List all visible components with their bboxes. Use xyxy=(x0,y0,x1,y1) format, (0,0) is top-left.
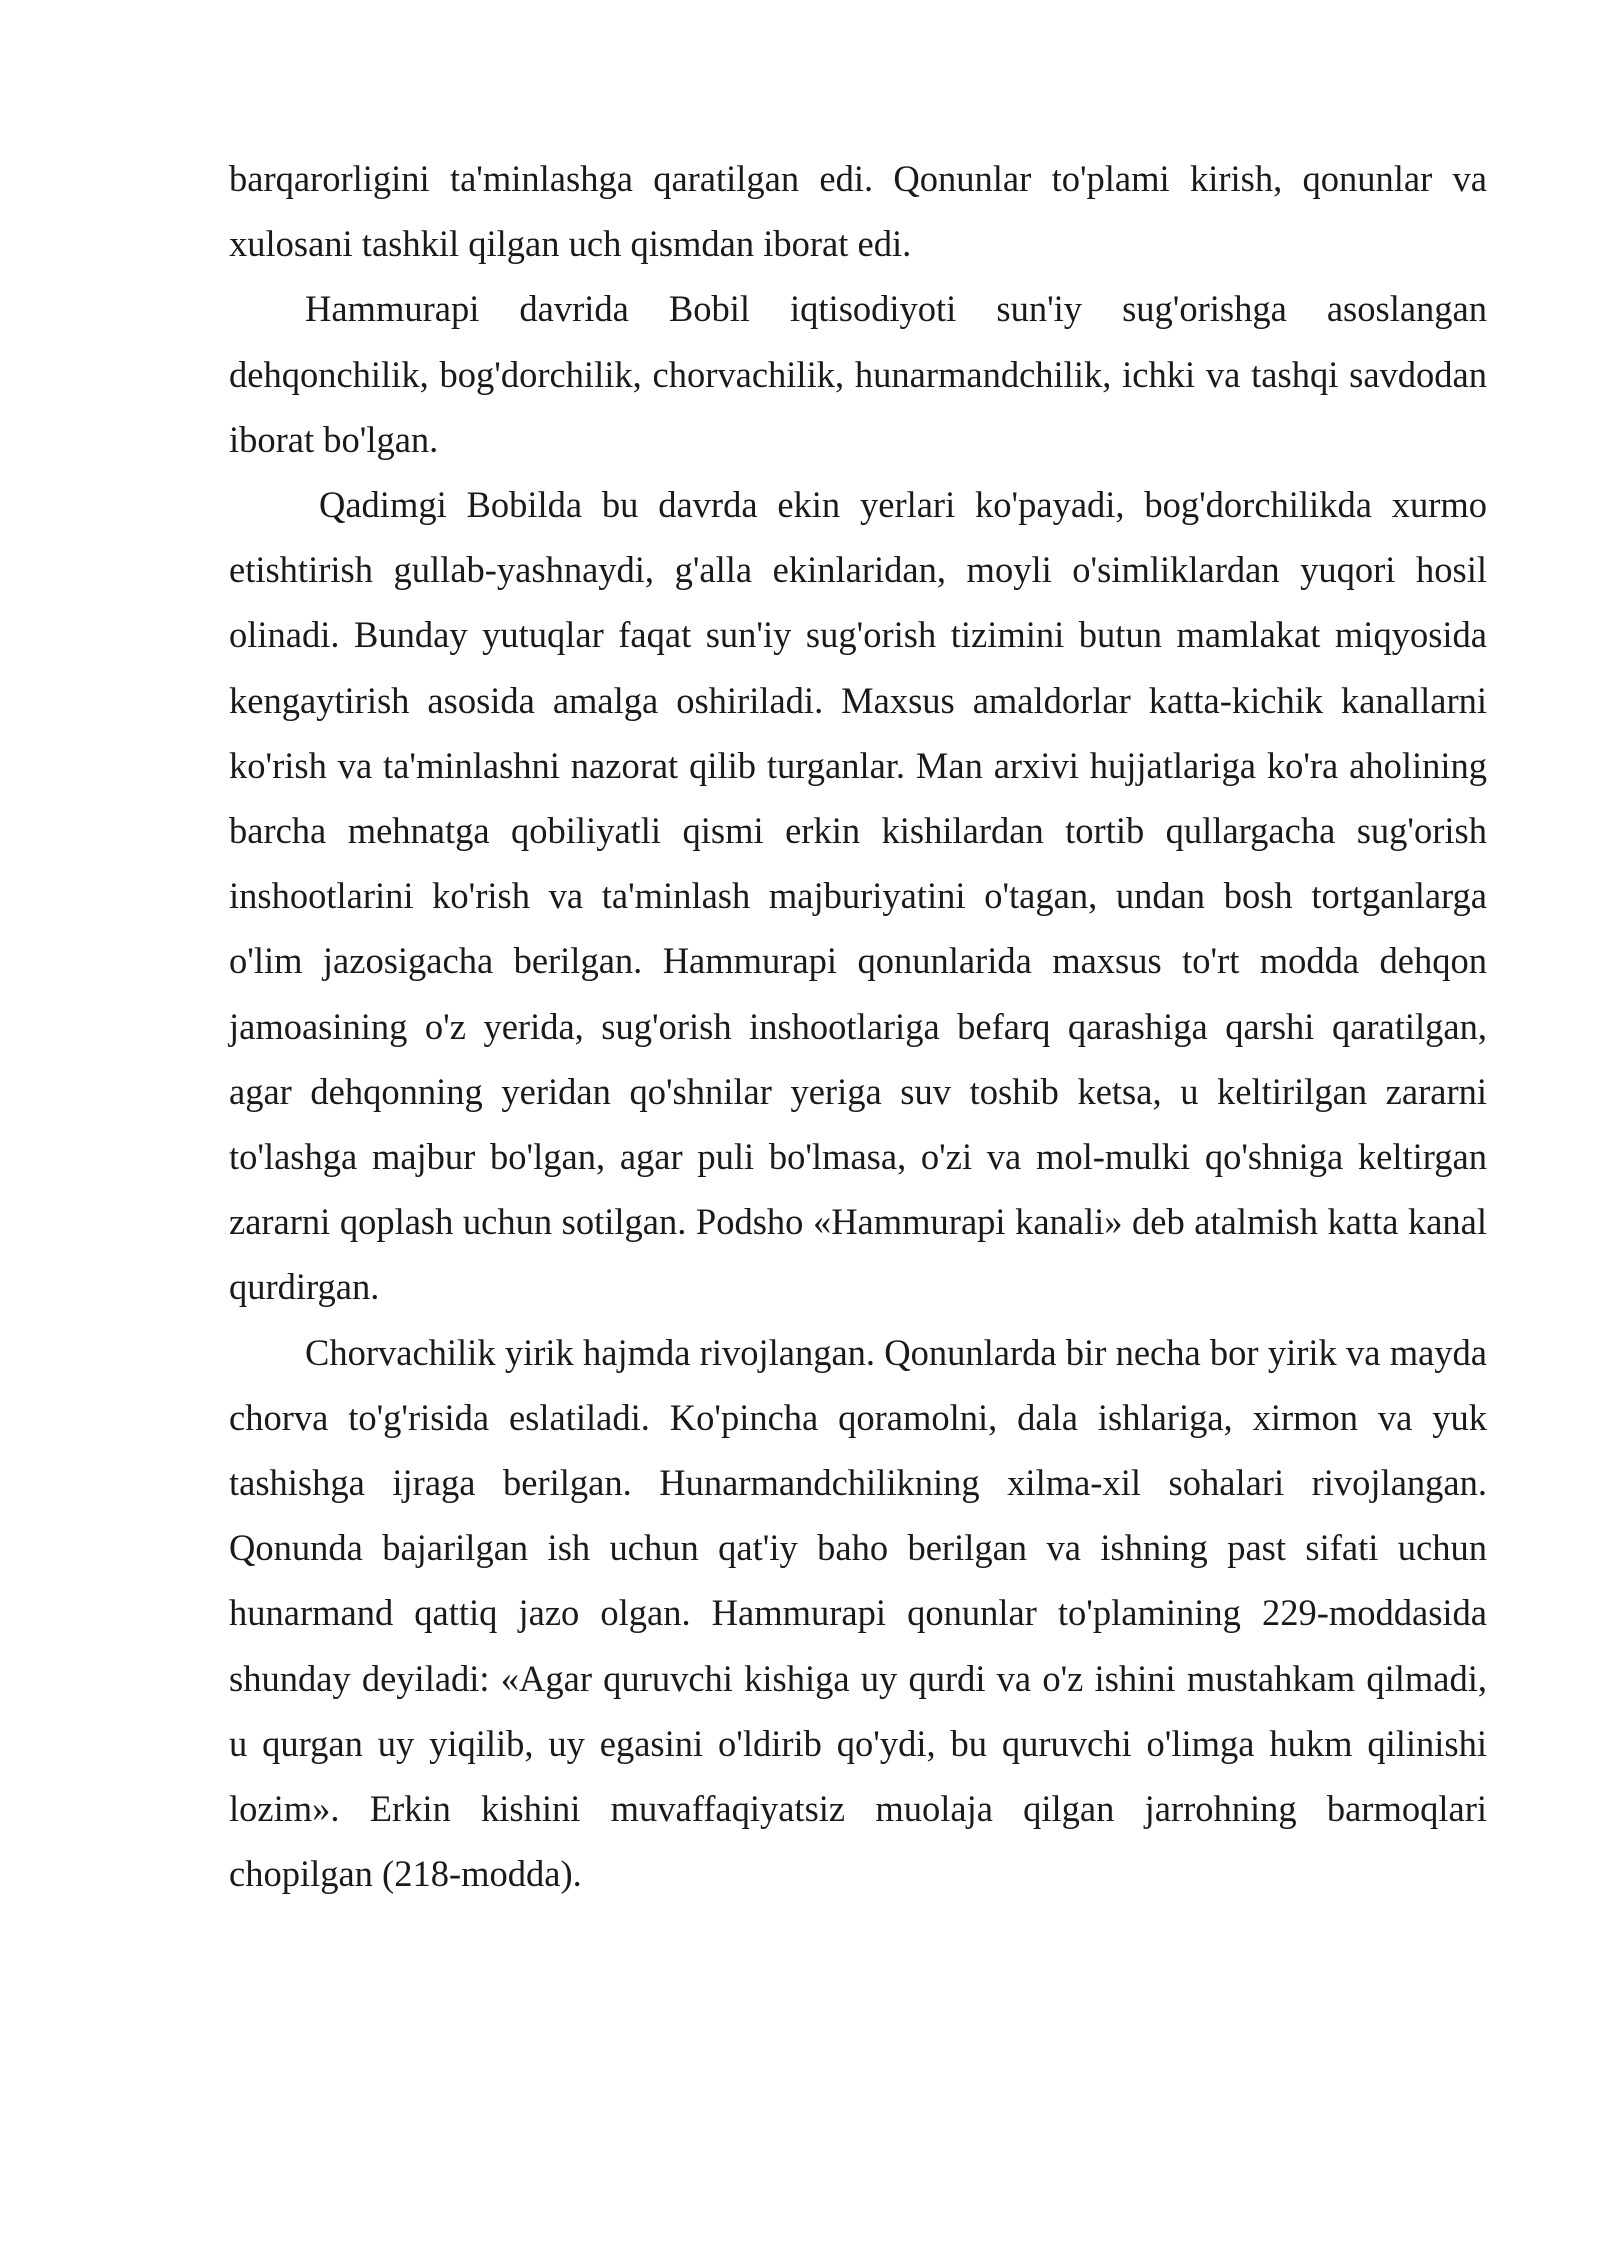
paragraph-4: Chorvachilik yirik hajmda rivojlangan. Qonunlarda bir necha bor yirik va mayda chorva to'g'risida eslatiladi. Ko'pincha qoramolni, dala ishlariga, xirmon va yuk tashishga ijraga berilgan. Hunarmandchilikning xilma-xil sohalari rivojlangan. Qonunda bajarilgan ish uchun qat'iy baho berilgan va ishning past sifati uchun hunarmand qattiq jazo olgan. Hammurapi qonunlar to'plamining 229-moddasida shunday deyiladi: «Agar quruvchi kishiga uy qurdi va o'z ishini mustahkam qilmadi, u qurgan uy yiqilib, uy egasini o'ldirib qo'ydi, bu quruvchi o'limga hukm qilinishi lozim». Erkin kishini muvaffaqiyatsiz muolaja qilgan jarrohning barmoqlari chopilgan (218-modda). xyxy=(229,1331,1487,1895)
document-body xyxy=(229,146,1487,1906)
paragraph-3: Qadimgi Bobilda bu davrda ekin yerlari ko'payadi, bog'dorchilikda xurmo etishtirish gullab-yashnaydi, g'alla ekinlaridan, moyli o'simliklardan yuqori hosil olinadi. Bunday yutuqlar faqat sun'iy sug'orish tizimini butun mamlakat miqyosida kengaytirish asosida amalga oshiriladi. Maxsus amaldorlar katta-kichik kanallarni ko'rish va ta'minlashni nazorat qilib turganlar. Man arxivi hujjatlariga ko'ra aholining barcha mehnatga qobiliyatli qismi erkin kishilardan tortib qullargacha sug'orish inshootlarini ko'rish va ta'minlash majburiyatini o'tagan, undan bosh tortganlarga o'lim jazosigacha berilgan. Hammurapi qonunlarida maxsus to'rt modda dehqon jamoasining o'z yerida, sug'orish inshootlariga befarq qarashiga qarshi qaratilgan, agar dehqonning yeridan qo'shnilar yeriga suv toshib ketsa, u keltirilgan zararni to'lashga majbur bo'lgan, agar puli bo'lmasa, o'zi va mol-mulki qo'shniga keltirgan zararni qoplash uchun sotilgan. Podsho «Hammurapi kanali» deb atalmish katta kanal qurdirgan. xyxy=(229,484,1487,1308)
paragraph-1: barqarorligini ta'minlashga qaratilgan edi. Qonunlar to'plami kirish, qonunlar va xulosani tashkil qilgan uch qismdan iborat edi. xyxy=(229,158,1487,265)
paragraph-2: Hammurapi davrida Bobil iqtisodiyoti sun'iy sug'orishga asoslangan dehqonchilik, bog'dorchilik, chorvachilik, hunarmandchilik, ichki va tashqi savdodan iborat bo'lgan. xyxy=(229,288,1487,460)
